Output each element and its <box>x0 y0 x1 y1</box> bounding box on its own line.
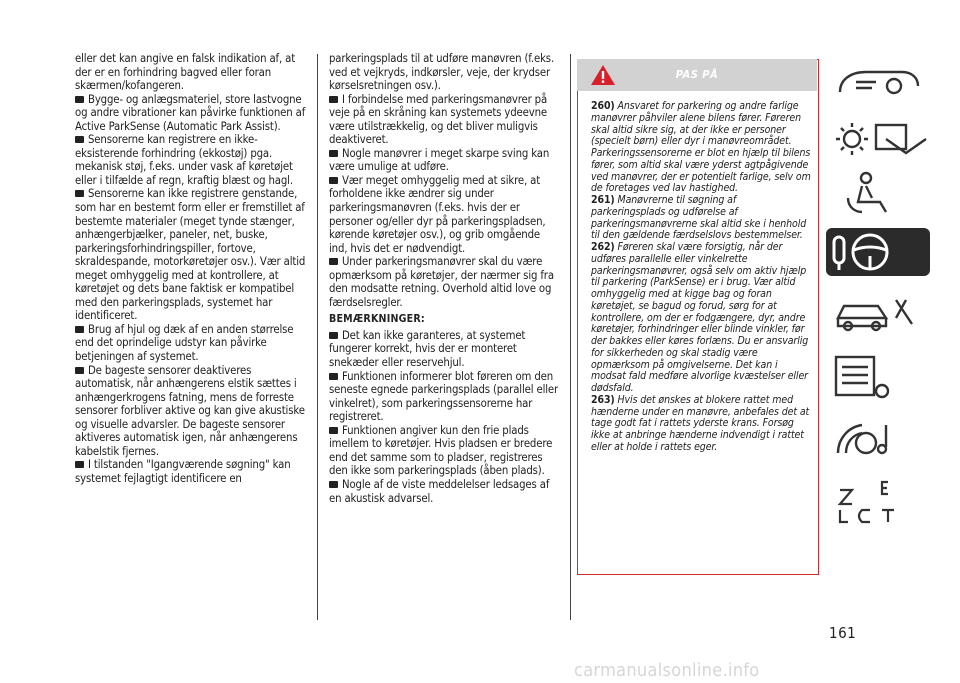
tab-key-steering-wheel[interactable] <box>826 228 930 276</box>
warning-note <box>591 195 813 242</box>
bullet-item: Nogle manøvrer i meget skarpe sving kan være umulige at udføre. <box>329 147 561 174</box>
warning-note <box>591 242 813 395</box>
bullet-item: Under parkeringsmanøvrer skal du være opmærksom på køretøjer, der nærmer sig fra den modsatte retning. Overhold altid love og færdselsregler. <box>329 255 561 309</box>
bullet-item: I tilstanden "Igangværende søgning" kan systemet fejlagtigt identificere en <box>75 458 307 485</box>
section-heading: BEMÆRKNINGER: <box>329 313 425 326</box>
warning-lights-icon <box>826 113 930 161</box>
tab-warning-lights[interactable] <box>826 113 930 161</box>
note-number: 263) <box>591 393 615 406</box>
watermark: carmanualsonline.info <box>574 660 760 681</box>
note-number: 262) <box>591 241 615 253</box>
tab-alphabetical-index[interactable] <box>826 478 930 526</box>
bullet-item: Funktionen informerer blot føreren om den seneste egnede parkeringsplads (parallel eller vinkelret), som parkeringssensorerne har registreret. <box>329 370 561 424</box>
note-number: 261) <box>591 194 615 206</box>
warning-note <box>591 101 813 195</box>
car-tools-icon <box>826 288 930 336</box>
paragraph: parkeringsplads til at udføre manøvren (f.eks. ved et vejkryds, indkørsler, veje, der krydser kørselsretningen osv.). <box>329 52 555 93</box>
bullet-item: Brug af hjul og dæk af en anden størrelse end det oprindelige udstyr kan påvirke betjeningen af systemet. <box>75 323 307 364</box>
bullet-item: Sensorerne kan registrere en ikke-eksisterende forhindring (ekkostøj) pga. mekanisk støj, f.eks. under vask af køretøjet eller i tilfælde af regn, kraftig blæst og hagl. <box>75 133 307 187</box>
page-number: 161 <box>829 624 857 642</box>
text-column-left <box>75 52 307 486</box>
bullet-item: De bageste sensorer deaktiveres automatisk, når anhængerens elstik sættes i anhængerkrogens fatning, mens de forreste sensorer forbliver aktive og kan give akustiske og visuelle advarsler. De bageste sensorer aktiveres automatisk igen, når anhængerens kabelstik fjernes. <box>75 364 307 459</box>
media-connectivity-icon <box>826 413 930 461</box>
bullet-item: Det kan ikke garanteres, at systemet fungerer korrekt, hvis der er monteret snekæder eller reservehjul. <box>329 329 561 370</box>
note-text: Hvis det ønskes at blokere rattet med hænderne under en manøvre, anbefales det at tage godt fat i rattets yderste krans. Forsøg ikke at anbringe hænderne indvendigt i rattet eller at holde i rattets eger. <box>591 393 810 453</box>
tab-media-connectivity[interactable] <box>826 413 930 461</box>
car-dashboard-icon <box>826 58 930 106</box>
warning-title: PAS PÅ <box>675 68 719 81</box>
seat-safety-icon <box>826 168 930 216</box>
tab-car-dashboard[interactable] <box>826 58 930 106</box>
bullet-item: Nogle af de viste meddelelser ledsages af en akustisk advarsel. <box>329 478 561 505</box>
column-divider <box>570 54 571 620</box>
bullet-item: Sensorerne kan ikke registrere genstande, som har en bestemt form eller er fremstillet af bestemte materialer (meget tynde stænger, anhængerbjælker, paneler, net, buske, parkeringsforhindringspiller, fortove, skraldespande, motorkøretøjer osv.). Vær altid meget omhyggelig med at kontrollere, at køretøjet og dets bane faktisk er kompatibel med den parkeringsplads, systemet har identificeret. <box>75 187 306 323</box>
bullet-item: Vær meget omhyggelig med at sikre, at forholdene ikke ændrer sig under parkeringsmanøvren (f.eks. hvis der er personer og/eller dyr på parkeringspladsen, kørende køretøjer osv.), og grib omgående ind, hvis det er nødvendigt. <box>329 174 561 255</box>
note-text: Manøvrerne til søgning af parkeringsplads og udførelse af parkeringsmanøvrerne skal altid ske i henhold til den gældende færdselslovs bestemmelser. <box>591 194 807 242</box>
warning-header <box>577 59 817 91</box>
bullet-item: Funktionen angiver kun den frie plads imellem to køretøjer. Hvis pladsen er bredere end det samme som to pladser, registreres den ikke som parkeringsplads (åben plads). <box>329 424 561 478</box>
tab-seat-safety[interactable] <box>826 168 930 216</box>
warning-note <box>591 395 813 454</box>
text-column-middle <box>329 52 561 505</box>
checklist-icon <box>826 353 930 401</box>
warning-notes <box>591 101 813 454</box>
tab-car-tools[interactable] <box>826 288 930 336</box>
bullet-item: Bygge- og anlægsmateriel, store lastvogne og andre vibrationer kan påvirke funktionen af Active ParkSense (Automatic Park Assist). <box>75 92 306 133</box>
alphabetical-index-icon <box>826 478 930 526</box>
tab-checklist[interactable] <box>826 353 930 401</box>
key-steering-wheel-icon <box>826 228 930 276</box>
note-text: Ansvaret for parkering og andre farlige manøvrer påhviler alene bilens fører. Føreren skal altid sikre sig, at der ikke er personer (specielt børn) eller dyr i manøvreområdet. Parkeringssensorerne er blot en hjælp til bilens fører, som altid skal være yderst agtpågivende ved manøvrer, der er potentielt farlige, selv om de foretages ved lav hastighed. <box>591 100 811 195</box>
bullet-item: I forbindelse med parkeringsmanøvrer på veje på en skråning kan systemets ydeevne være utilstrækkelig, og det bliver muligvis deaktiveret. <box>329 93 561 147</box>
paragraph: eller det kan angive en falsk indikation af, at der er en forhindring bagved eller foran skærmen/kofangeren. <box>75 52 296 93</box>
note-text: Føreren skal være forsigtig, når der udføres parallelle eller vinkelrette parkeringsmanøvrer, også selv om aktiv hjælp til parkering (ParkSense) er i brug. Vær altid omhyggelig med at kigge bag og foran køretøjet, se bagud og forud, sørg for at kontrollere, om der er fodgængere, dyr, andre køretøjer, forhindringer eller blinde vinkler, før der bakkes eller køres forlæns. Du er ansvarlig for sikkerheden og skal stadig være opmærksom på omgivelserne. Det kan i modsat fald medføre alvorlige kvæstelser eller dødsfald. <box>591 241 809 394</box>
note-number: 260) <box>591 100 615 112</box>
column-divider <box>317 54 318 620</box>
